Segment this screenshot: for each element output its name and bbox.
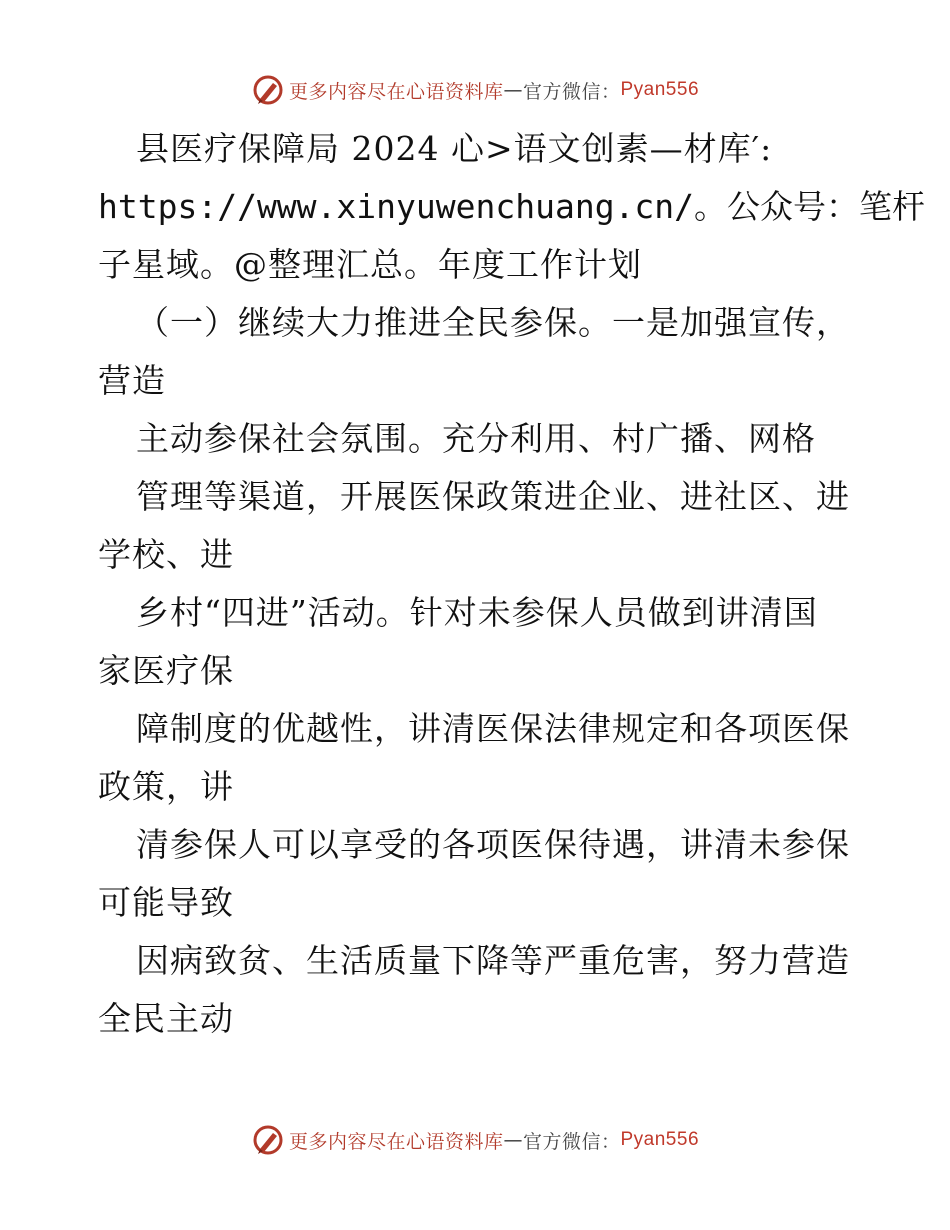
body-line: 因病致贫、生活质量下降等严重危害，努力营造 [136, 941, 850, 980]
banner-dash: — [503, 1129, 523, 1151]
body-line: 营造 [98, 361, 166, 400]
footer-banner [0, 1120, 950, 1160]
body-line: 家医疗保 [98, 651, 234, 690]
banner-wechat-id: Pyan556 [620, 79, 700, 100]
body-line: 学校、进 [98, 535, 234, 574]
body-line: 可能导致 [98, 883, 234, 922]
banner-site-text: 更多内容尽在心语资料库 [288, 80, 504, 103]
banner-contact-label: 官方微信： [522, 1130, 621, 1153]
body-line: （一）继续大力推进全民参保。一是加强宣传， [136, 303, 850, 342]
body-line: 主动参保社会氛围。充分利用、村广播、网格 [136, 419, 816, 458]
body-line: 管理等渠道，开展医保政策进企业、进社区、进 [136, 477, 850, 516]
body-line: 清参保人可以享受的各项医保待遇，讲清未参保 [136, 825, 850, 864]
banner-site-text: 更多内容尽在心语资料库 [288, 1130, 504, 1153]
header-banner [0, 70, 950, 110]
body-line: 政策，讲 [98, 767, 234, 806]
body-line: 障制度的优越性，讲清医保法律规定和各项医保 [136, 709, 850, 748]
body-line: 子星域。@整理汇总。年度工作计划 [98, 245, 642, 284]
body-line-text: https://www.xinyuwenchuang.cn/。公众号：笔杆 [98, 187, 926, 226]
body-line: 全民主动 [98, 999, 234, 1038]
body-line: 乡村“四进”活动。针对未参保人员做到讲清国 [136, 593, 818, 632]
document-body [98, 120, 926, 1048]
body-line: 县医疗保障局 2024 心>语文创素—材库′: [136, 129, 773, 168]
pen-logo-icon [251, 1123, 285, 1157]
pen-logo-icon [251, 73, 285, 107]
body-line [98, 178, 926, 236]
banner-dash: — [503, 79, 523, 101]
banner-contact-label: 官方微信： [522, 80, 621, 103]
banner-wechat-id: Pyan556 [620, 1129, 700, 1150]
